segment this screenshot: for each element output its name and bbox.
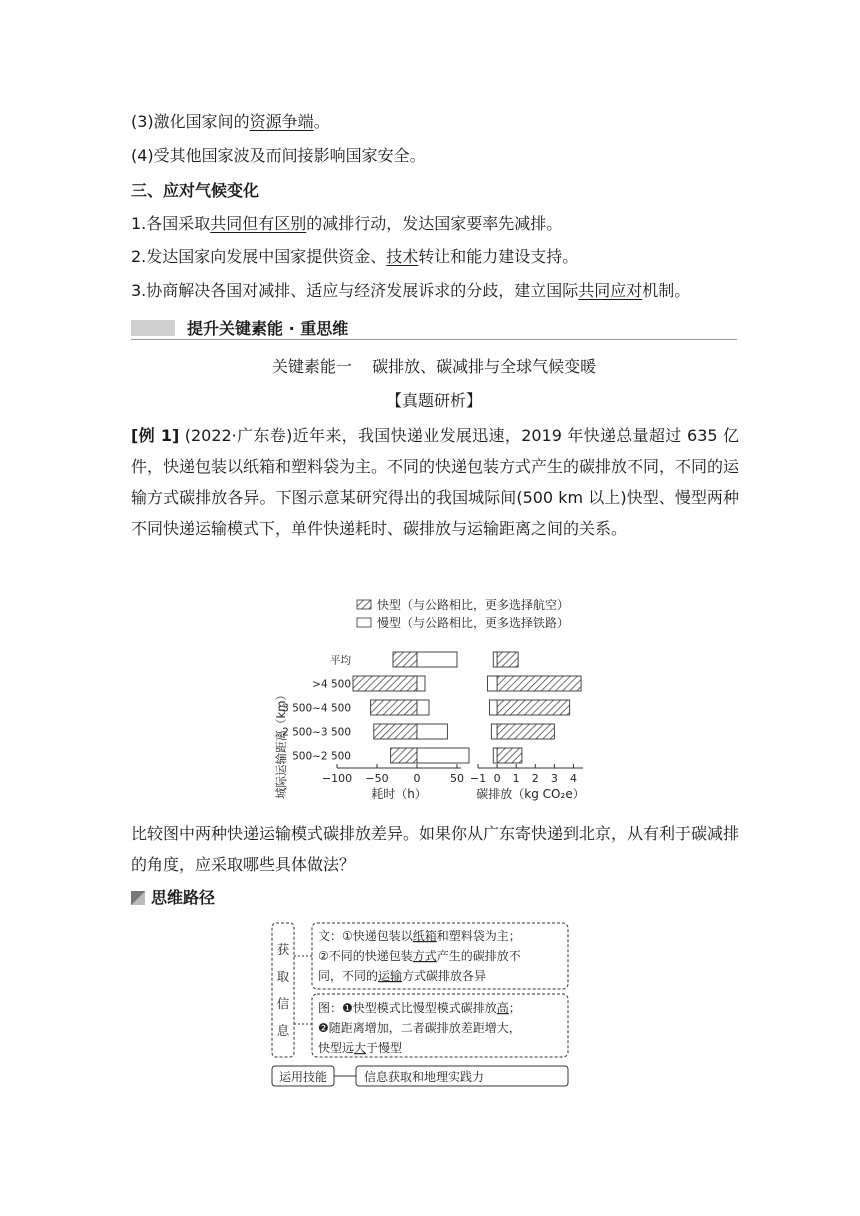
underlined-term: 共同应对 <box>578 281 643 300</box>
figure-text-line <box>318 1040 402 1055</box>
info-text-line-segment: 方式碳排放各异 <box>402 969 487 983</box>
text-point-2: 2.发达国家向发展中国家提供资金、技术转让和能力建设支持。 <box>131 247 579 266</box>
skill-text: 信息获取和地理实践力 <box>364 1070 485 1084</box>
section-header-bar <box>131 318 737 340</box>
time-tick-label: 50 <box>450 772 464 785</box>
underlined-term: 纸箱 <box>412 929 437 943</box>
underlined-term: 方式 <box>412 949 437 963</box>
category-label: >4 500 <box>312 678 351 691</box>
legend-swatch <box>357 600 371 609</box>
thinking-path-diagram <box>268 920 574 1092</box>
info-text-line <box>318 968 486 983</box>
time-bar-slow <box>417 652 457 667</box>
carbon-bar-slow <box>491 724 497 739</box>
info-text-line <box>318 948 521 963</box>
left-label-char: 息 <box>276 1023 290 1038</box>
carbon-tick-label: 1 <box>512 772 520 785</box>
bracket-title: 【真题研析】 <box>385 391 482 410</box>
example-paragraph <box>131 420 739 544</box>
underlined-term: 运输 <box>378 969 403 983</box>
heading-section-3: 三、应对气候变化 <box>131 181 260 200</box>
section-marker <box>131 320 175 336</box>
legend-label: 快型（与公路相比，更多选择航空） <box>377 598 570 612</box>
time-bar-fast <box>371 700 417 715</box>
y-axis-label: 城际运输距离（km） <box>274 689 288 799</box>
carbon-bar-fast <box>497 748 522 763</box>
carbon-bar-fast <box>497 676 581 691</box>
figure-text-line-segment: 快型远 <box>318 1041 355 1055</box>
time-bar-slow <box>417 676 425 691</box>
left-label-char: 信 <box>276 996 290 1011</box>
time-tick-label: 0 <box>413 772 421 785</box>
skill-label: 运用技能 <box>278 1070 328 1084</box>
square-marker-icon <box>131 891 145 905</box>
underlined-term: 资源争端 <box>249 112 314 131</box>
time-bar-fast <box>391 748 417 763</box>
carbon-bar-fast <box>497 652 518 667</box>
carbon-x-label: 碳排放（kg CO₂e） <box>476 787 585 801</box>
carbon-tick-label: 0 <box>493 772 501 785</box>
left-label-char: 获 <box>276 942 290 957</box>
figure-text-line-segment: ❷随距离增加，二者碳排放差距增大， <box>318 1021 521 1035</box>
underlined-term: 技术 <box>386 247 419 266</box>
text-point-3: 3.协商解决各国对减排、适应与经济发展诉求的分歧，建立国际共同应对机制。 <box>131 281 691 300</box>
figure-text-line-segment: 于慢型 <box>366 1041 403 1055</box>
thinking-path-title: 思维路径 <box>151 888 216 907</box>
time-x-label: 耗时（h） <box>371 787 427 801</box>
carbon-bar-slow <box>489 700 497 715</box>
figure-text-line-segment: 图：❶快型模式比慢型模式碳排放 <box>318 1001 497 1015</box>
carbon-tick-label: 2 <box>531 772 539 785</box>
figure-text-line <box>318 1000 521 1015</box>
legend-swatch <box>357 618 371 627</box>
time-tick-label: −50 <box>365 772 389 785</box>
figure-text-line <box>318 1020 521 1035</box>
left-label-char: 取 <box>276 969 290 984</box>
info-text-line <box>318 928 521 943</box>
category-label: 平均 <box>330 654 351 667</box>
time-bar-slow <box>417 700 429 715</box>
legend-label: 慢型（与公路相比，更多选择铁路） <box>377 616 570 630</box>
info-text-line-segment: 同，不同的 <box>318 969 379 983</box>
text-line-4: (4)受其他国家波及而间接影响国家安全。 <box>131 146 426 165</box>
info-text-line-segment: 文：①快递包装以 <box>318 929 413 943</box>
info-text-line-segment: ②不同的快递包装 <box>318 949 413 963</box>
carbon-tick-label: 3 <box>550 772 558 785</box>
time-bar-fast <box>393 652 417 667</box>
underlined-term: 高 <box>496 1001 509 1015</box>
example-text: (2022·广东卷)近年来，我国快递业发展迅速，2019 年快递总量超过 635 亿件，快递包装以纸箱和塑料袋为主。不同的快递包装方式产生的碳排放不同，不同的运输方式碳排放各异。下图示意某研究得出的我国城际间(500 km 以上)快型、慢型两种不同快递运输模式下，单件快递耗时、碳排放与运输距离之间的关系。 <box>131 426 740 538</box>
carbon-bar-fast <box>497 724 554 739</box>
express-delivery-chart <box>265 592 595 810</box>
carbon-bar-fast <box>497 700 570 715</box>
text-line-3: (3)激化国家间的资源争端。 <box>131 112 330 131</box>
subtitle: 关键素能一 碳排放、碳减排与全球气候变暖 <box>271 357 597 376</box>
carbon-bar-slow <box>493 652 497 667</box>
time-bar-slow <box>417 724 447 739</box>
figure-text-line-segment: ； <box>508 1001 521 1015</box>
time-tick-label: −100 <box>321 772 353 785</box>
time-bar-fast <box>353 676 417 691</box>
carbon-bar-slow <box>488 676 498 691</box>
category-label: 500~2 500 <box>292 750 351 763</box>
info-text-line-segment: 产生的碳排放不 <box>436 949 521 963</box>
time-bar-fast <box>374 724 417 739</box>
carbon-bar-slow <box>493 748 497 763</box>
question-paragraph: 比较图中两种快递运输模式碳排放差异。如果你从广东寄快递到北京，从有利于碳减排的角度，应采取哪些具体做法？ <box>131 824 740 874</box>
section-rule <box>131 339 737 340</box>
carbon-tick-label: 4 <box>569 772 577 785</box>
category-label: 3 500~4 500 <box>282 702 351 715</box>
category-label: 2 500~3 500 <box>282 726 351 739</box>
info-text-line-segment: 和塑料袋为主； <box>436 929 521 943</box>
time-bar-slow <box>417 748 469 763</box>
carbon-tick-label: −1 <box>469 772 487 785</box>
text-point-1: 1.各国采取共同但有区别的减排行动，发达国家要率先减排。 <box>131 214 563 233</box>
example-label: [例 1] <box>131 426 180 445</box>
section-title: 提升关键素能 · 重思维 <box>187 319 349 338</box>
underlined-term: 大 <box>354 1041 367 1055</box>
underlined-term: 共同但有区别 <box>210 214 307 233</box>
